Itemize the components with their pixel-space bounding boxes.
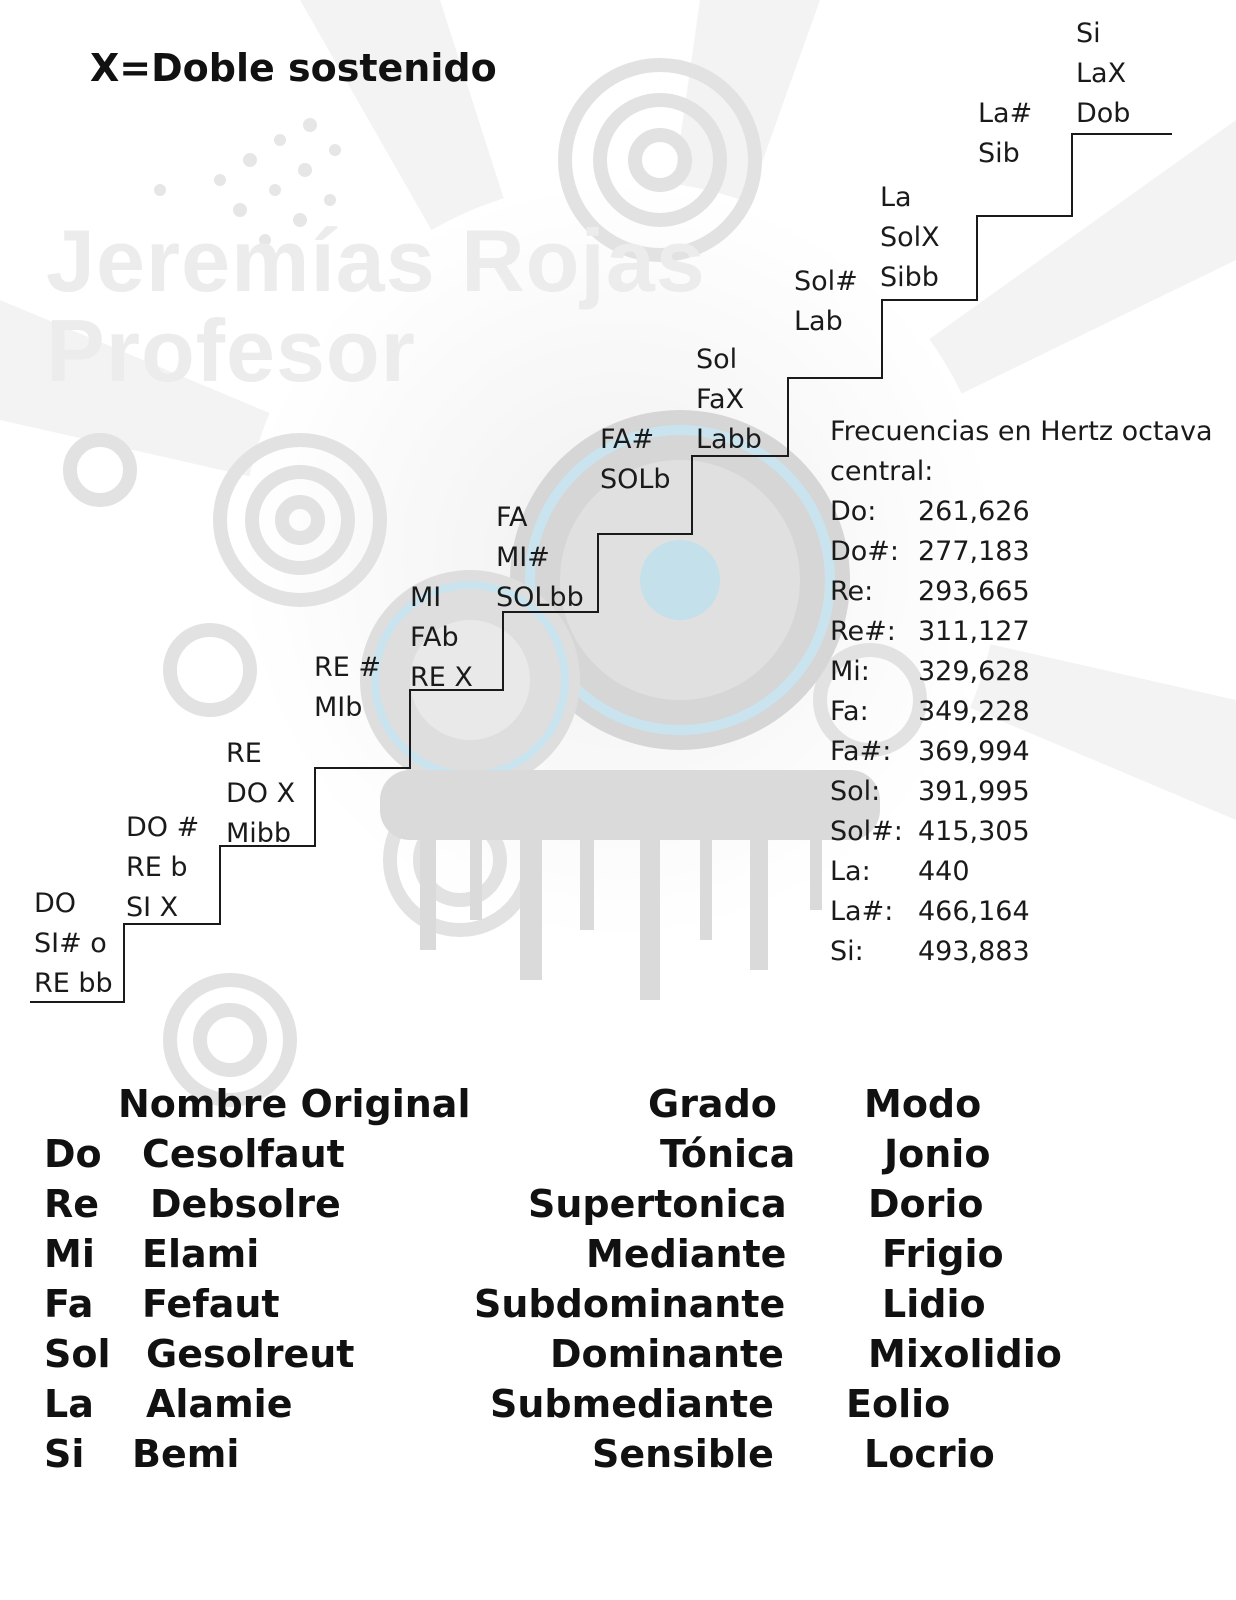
- frequency-value: 440: [918, 856, 970, 887]
- frequency-value: 311,127: [918, 616, 1030, 647]
- frequency-row: [830, 652, 1230, 692]
- row-grado: Dominante: [550, 1332, 784, 1376]
- frequency-value: 466,164: [918, 896, 1030, 927]
- step-label: Lab: [794, 306, 843, 337]
- step-label: Dob: [1076, 98, 1131, 129]
- frequency-value: 493,883: [918, 936, 1030, 967]
- frequency-value: 329,628: [918, 656, 1030, 687]
- step-label: FA#: [600, 424, 655, 455]
- row-original-name: Gesolreut: [146, 1332, 355, 1376]
- frequency-row: [830, 852, 1230, 892]
- header-modo: Modo: [864, 1082, 982, 1126]
- frequency-note: Si:: [830, 936, 864, 967]
- frequency-row: [830, 492, 1230, 532]
- step-label: La: [880, 182, 912, 213]
- frequency-row: [830, 772, 1230, 812]
- row-original-name: Fefaut: [142, 1282, 280, 1326]
- step-label: RE X: [410, 662, 473, 693]
- step-label: FAb: [410, 622, 459, 653]
- step-label: Labb: [696, 424, 762, 455]
- row-note: La: [44, 1382, 94, 1426]
- frequency-value: 277,183: [918, 536, 1030, 567]
- row-note: Fa: [44, 1282, 94, 1326]
- step-label: MIb: [314, 692, 363, 723]
- frequency-row: [830, 532, 1230, 572]
- step-sol: [696, 340, 762, 460]
- header-original-name: Nombre Original: [118, 1082, 471, 1126]
- row-grado: Submediante: [490, 1382, 774, 1426]
- step-label: RE b: [126, 852, 188, 883]
- step-label: DO X: [226, 778, 296, 809]
- step-sol-sharp: [794, 262, 858, 342]
- step-label: DO #: [126, 812, 200, 843]
- row-original-name: Cesolfaut: [142, 1132, 345, 1176]
- row-modo: Jonio: [884, 1132, 991, 1176]
- row-modo: Mixolidio: [868, 1332, 1062, 1376]
- frequency-note: Fa:: [830, 696, 869, 727]
- step-label: SolX: [880, 222, 940, 253]
- step-re-sharp: [314, 648, 381, 728]
- step-label: MI: [410, 582, 442, 613]
- frequency-note: Do:: [830, 496, 877, 527]
- frequency-row: [830, 692, 1230, 732]
- step-label: Mibb: [226, 818, 292, 849]
- step-label: RE: [226, 738, 262, 769]
- row-modo: Locrio: [864, 1432, 995, 1476]
- step-label: SI X: [126, 892, 179, 923]
- step-label: Sol#: [794, 266, 858, 297]
- row-modo: Eolio: [846, 1382, 951, 1426]
- step-label: RE #: [314, 652, 382, 683]
- step-label: Sibb: [880, 262, 939, 293]
- step-fa-sharp: [600, 420, 671, 500]
- frequency-value: 349,228: [918, 696, 1030, 727]
- step-label: SOLb: [600, 464, 671, 495]
- frequency-note: Re:: [830, 576, 874, 607]
- step-label: FaX: [696, 384, 745, 415]
- step-fa: [496, 498, 584, 618]
- row-grado: Mediante: [586, 1232, 787, 1276]
- row-note: Do: [44, 1132, 102, 1176]
- frequency-row: [830, 612, 1230, 652]
- frequency-note: Fa#:: [830, 736, 892, 767]
- frequency-row: [830, 932, 1230, 972]
- row-note: Re: [44, 1182, 100, 1226]
- row-original-name: Bemi: [132, 1432, 240, 1476]
- step-label: La#: [978, 98, 1033, 129]
- step-re: [226, 734, 295, 854]
- row-original-name: Elami: [142, 1232, 260, 1276]
- frequency-value: 369,994: [918, 736, 1030, 767]
- row-modo: Dorio: [868, 1182, 984, 1226]
- row-note: Mi: [44, 1232, 95, 1276]
- step-label: SOLbb: [496, 582, 584, 613]
- step-mi: [410, 578, 473, 698]
- row-note: Si: [44, 1432, 85, 1476]
- step-label: Sib: [978, 138, 1020, 169]
- row-note: Sol: [44, 1332, 111, 1376]
- frequency-row: [830, 732, 1230, 772]
- step-label: Si: [1076, 18, 1101, 49]
- step-label: Sol: [696, 344, 738, 375]
- row-grado: Supertonica: [528, 1182, 787, 1226]
- frequency-title: Frecuencias en Hertz octava central:: [830, 416, 1213, 487]
- row-modo: Frigio: [882, 1232, 1004, 1276]
- step-label: SI# o: [34, 928, 107, 959]
- row-original-name: Alamie: [146, 1382, 293, 1426]
- header-grado: Grado: [648, 1082, 777, 1126]
- frequency-note: Sol#:: [830, 816, 903, 847]
- frequency-value: 261,626: [918, 496, 1030, 527]
- watermark-role: Profesor: [46, 301, 416, 400]
- step-label: MI#: [496, 542, 550, 573]
- frequency-row: [830, 892, 1230, 932]
- frequency-note: Mi:: [830, 656, 870, 687]
- row-modo: Lidio: [882, 1282, 986, 1326]
- frequency-note: Sol:: [830, 776, 881, 807]
- frequency-value: 293,665: [918, 576, 1030, 607]
- row-original-name: Debsolre: [150, 1182, 341, 1226]
- step-do-sharp: [126, 808, 199, 928]
- step-do: [34, 884, 113, 1004]
- row-grado: Tónica: [660, 1132, 796, 1176]
- row-grado: Sensible: [592, 1432, 774, 1476]
- frequency-value: 391,995: [918, 776, 1030, 807]
- step-la: [880, 178, 940, 298]
- step-label: FA: [496, 502, 528, 533]
- page-title: X=Doble sostenido: [90, 46, 497, 90]
- frequency-row: [830, 572, 1230, 612]
- frequency-list: [830, 412, 1230, 972]
- frequency-value: 415,305: [918, 816, 1030, 847]
- frequency-note: La:: [830, 856, 871, 887]
- step-si: [1076, 14, 1130, 134]
- step-la-sharp: [978, 94, 1032, 174]
- step-label: LaX: [1076, 58, 1127, 89]
- frequency-note: La#:: [830, 896, 894, 927]
- frequency-note: Re#:: [830, 616, 896, 647]
- watermark-name: Jeremías Rojas: [46, 211, 706, 310]
- frequency-row: [830, 812, 1230, 852]
- frequency-note: Do#:: [830, 536, 900, 567]
- step-label: RE bb: [34, 968, 113, 999]
- row-grado: Subdominante: [474, 1282, 786, 1326]
- step-label: DO: [34, 888, 77, 919]
